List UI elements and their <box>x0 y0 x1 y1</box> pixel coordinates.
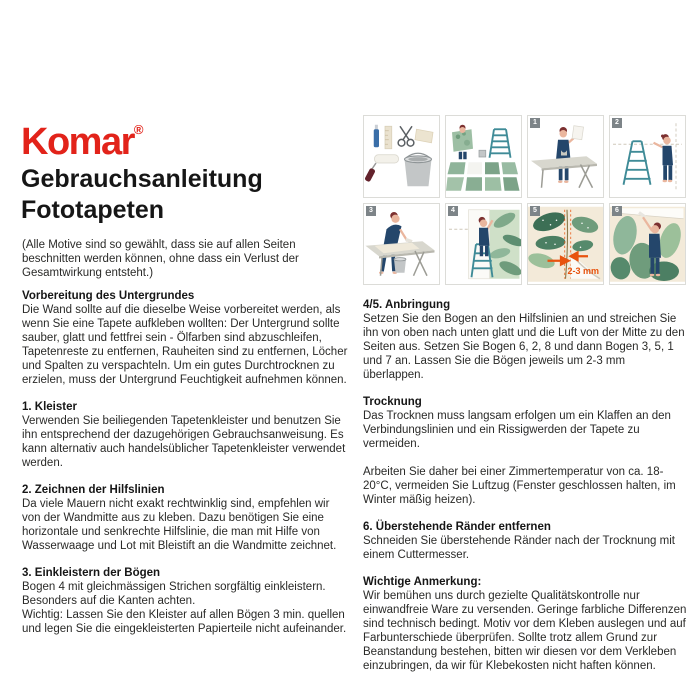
section-paragraph: Wichtig: Lassen Sie den Kleister auf allen Bögen 3 min. quellen und legen Sie die eingekleisterten Papierteile nicht aufeinander. <box>22 609 347 635</box>
title-line-1: Gebrauchsanleitung <box>21 165 263 193</box>
figure-step-4 <box>445 203 522 286</box>
step-badge: 2 <box>612 118 622 128</box>
figure-grid <box>363 115 686 285</box>
person-drawing-icon <box>654 134 674 182</box>
figure-step-5 <box>527 203 604 286</box>
section-wichtige-anmerkung <box>363 575 688 673</box>
figure-step-1 <box>527 115 604 198</box>
bucket-icon <box>394 257 406 272</box>
section-paragraph: Setzen Sie den Bogen an den Hilfslinien an und streichen Sie ihn von oben nach unten glatt und die Luft von der Mitte zu den Seiten aus. Setzen Sie Bogen 6, 2, 8 und dann Bogen 3, 5, 1 und 7 an. Lassen Sie die Bögen jeweils um 2-3 mm überlappen. <box>363 313 685 381</box>
draw-guidelines-illustration <box>610 116 685 197</box>
right-text-column <box>363 298 688 686</box>
wallpaper-strip-icon <box>489 209 521 278</box>
logo-text: Komar <box>21 121 134 163</box>
step-badge: 5 <box>530 206 540 216</box>
overlap-measurement-label: 2-3 mm <box>567 266 599 276</box>
section-raender-entfernen <box>363 520 688 562</box>
check-motif-illustration <box>528 116 603 197</box>
figure-step-6 <box>609 203 686 286</box>
section-kleister <box>22 400 350 470</box>
page-title <box>21 164 361 226</box>
ladder-icon <box>490 129 511 158</box>
person-with-sheet-icon <box>556 126 584 183</box>
figure-step-3 <box>363 203 440 286</box>
registered-trademark-icon: ® <box>133 122 144 137</box>
sponge-icon <box>415 129 433 143</box>
paint-roller-icon <box>364 155 398 183</box>
section-paragraph: Verwenden Sie beiliegenden Tapetenkleister und benutzen Sie ihn entsprechend der dazugehörigen Gebrauchsanweisung. Es kann alternativ auch handelsüblicher Tapetenkleister verwendet werden. <box>22 415 346 469</box>
section-heading: 2. Zeichnen der Hilfslinien <box>22 484 165 496</box>
person-holding-sheet-icon <box>452 125 473 160</box>
step-badge: 6 <box>612 206 622 216</box>
pasting-table-icon <box>531 156 597 188</box>
bucket-icon <box>405 153 432 186</box>
scissors-icon <box>398 126 414 146</box>
stepladder-icon <box>624 141 651 185</box>
section-heading: Vorbereitung des Untergrundes <box>22 290 195 302</box>
section-paragraph: Schneiden Sie überstehende Ränder nach der Trocknung mit einem Cuttermesser. <box>363 535 675 561</box>
trim-edges-illustration <box>610 204 685 285</box>
section-paragraph: Das Trocknen muss langsam erfolgen um ein Klaffen an den Verbindungslinien und ein Rissigwerden der Tapete zu vermeiden. <box>363 410 671 450</box>
section-hilfslinien <box>22 483 350 553</box>
motif-note: (Alle Motive sind so gewählt, dass sie auf allen Seiten beschnitten werden können, ohne dass ein Verlust der Gesamtwirkung entsteht.) <box>22 239 299 279</box>
wallpaper-tiles-icon <box>446 162 520 191</box>
section-anbringung <box>363 298 688 382</box>
figure-step-2 <box>609 115 686 198</box>
paste-sheet-illustration <box>364 204 439 285</box>
section-paragraph: Da viele Mauern nicht exakt rechtwinklig sind, empfehlen wir von der Wandmitte aus zu kleben. Dazu benötigen Sie eine horizontale und senkrechte Hilfslinie, die man mit Hilfe von Wasserwaage und Lot mit Bleistift an die Wandmitte zeichnet. <box>22 498 337 552</box>
section-heading: 1. Kleister <box>22 401 77 413</box>
step-badge: 1 <box>530 118 540 128</box>
figure-floor-layout <box>445 115 522 198</box>
bucket-icon <box>479 150 486 157</box>
cutter-knife-icon <box>374 129 379 147</box>
section-heading: 3. Einkleistern der Bögen <box>22 567 161 579</box>
section-paragraph: Arbeiten Sie daher bei einer Zimmertemperatur von ca. 18-20°C, vermeiden Sie Luftzug (Fenster geschlossen halten, im Winter mäßig heizen). <box>363 466 676 506</box>
section-paragraph: Wir bemühen uns durch gezielte Qualitätskontrolle nur einwandfreie Ware zu versenden. Geringe farbliche Differenzen sind technisch bedingt. Motiv vor dem Kleben auslegen und auf Farbunterschiede überprüfen. Sollte trotz allem Grund zur Beanstandung bestehen, bitten wir diesen vor dem Verkleben einzubringen, da wir für Klebekosten nicht haften können. <box>363 590 687 672</box>
section-paragraph: Bogen 4 mit gleichmässigen Strichen sorgfältig einkleistern. Besonders auf die Kanten achten. <box>22 581 326 607</box>
section-paragraph: Die Wand sollte auf die dieselbe Weise vorbereitet werden, als wenn Sie eine Tapete aufkleben wollten: Der Untergrund sollte sauber, glatt und fettfrei sein - Ölfarben sind abzuschleifen, Tapetenreste zu entfernen, Rauheiten sind zu entfernen, Löcher und Spalten zu verspachteln. Um ein gutes Durchtrocknen zu erzielen, muss der Untergrund Feuchtigkeit aufnehmen können. <box>22 304 348 386</box>
title-line-2: Fototapeten <box>21 196 165 224</box>
left-text-column <box>22 289 350 649</box>
tools-illustration <box>364 116 439 197</box>
section-vorbereitung <box>22 289 350 387</box>
figure-tools <box>363 115 440 198</box>
section-heading: 4/5. Anbringung <box>363 299 451 311</box>
section-heading: 6. Überstehende Ränder entfernen <box>363 521 551 533</box>
floor-layout-illustration <box>446 116 521 197</box>
section-trocknung <box>363 395 688 507</box>
step-badge: 3 <box>366 206 376 216</box>
hang-sheet-illustration <box>446 204 521 285</box>
step-badge: 4 <box>448 206 458 216</box>
section-heading: Trocknung <box>363 396 422 408</box>
folding-ruler-icon <box>385 126 392 149</box>
komar-logo <box>21 110 143 162</box>
section-heading: Wichtige Anmerkung: <box>363 576 482 588</box>
section-einkleistern <box>22 566 350 636</box>
